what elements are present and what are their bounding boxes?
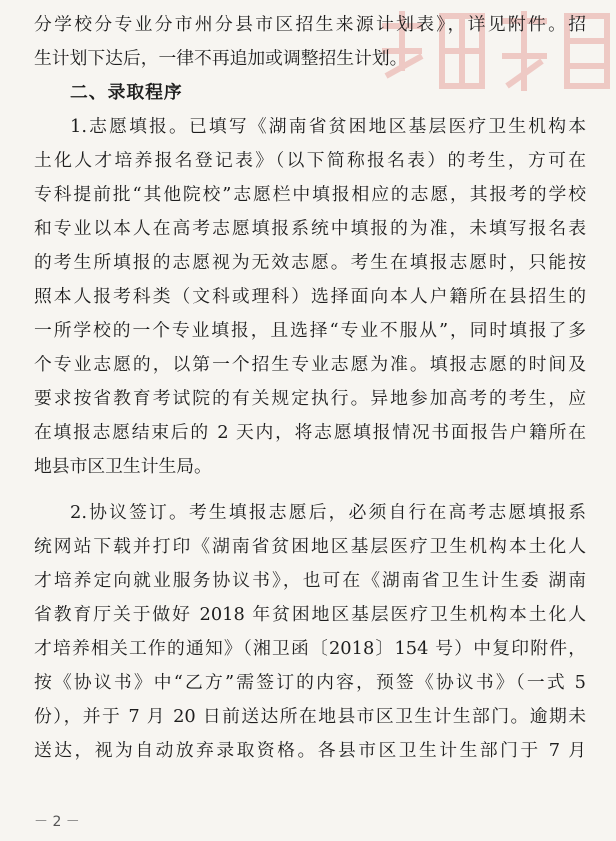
page-number: － 2 － — [34, 814, 80, 830]
text-line: 省教育厅关于做好 2018 年贫困地区基层医疗卫生机构本土化人 — [34, 604, 586, 625]
text-line: 一所学校的一个专业填报，且选择“专业不服从”，同时填报了多 — [34, 320, 586, 341]
paragraph-first-line: 1.志愿填报。已填写《湖南省贫困地区基层医疗卫生机构本 — [70, 116, 586, 137]
text-line: 专科提前批“其他院校”志愿栏中填报相应的志愿，其报考的学校 — [34, 184, 586, 205]
text-line: 统网站下载并打印《湖南省贫困地区基层医疗卫生机构本土化人 — [34, 536, 586, 557]
text-line: 才培养相关工作的通知》（湘卫函〔2018〕154 号）中复印附件， — [34, 638, 586, 659]
text-line: 照本人报考科类（文科或理科）选择面向本人户籍所在县招生的 — [34, 286, 586, 307]
text-line: 要求按省教育考试院的有关规定执行。异地参加高考的考生，应 — [34, 388, 586, 409]
text-line: 土化人才培养报名登记表》（以下简称报名表）的考生，方可在 — [34, 150, 586, 171]
paragraph-first-line: 2.协议签订。考生填报志愿后，必须自行在高考志愿填报系 — [70, 502, 586, 523]
text-line: 地县市区卫生计生局。 — [34, 456, 212, 477]
text-line: 生计划下达后，一律不再追加或调整招生计划。 — [34, 48, 408, 69]
text-line: 才培养定向就业服务协议书》，也可在《湖南省卫生计生委 湖南 — [34, 570, 586, 591]
text-line: 在填报志愿结束后的 2 天内，将志愿填报情况书面报告户籍所在 — [34, 422, 586, 443]
text-line: 的考生所填报的志愿视为无效志愿。考生在填报志愿时，只能按 — [34, 252, 586, 273]
text-line: 分学校分专业分市州分县市区招生来源计划表》，详见附件。招 — [34, 14, 586, 35]
text-line: 份），并于 7 月 20 日前送达所在地县市区卫生计生部门。逾期未 — [34, 706, 586, 727]
text-line: 个专业志愿的，以第一个招生专业志愿为准。填报志愿的时间及 — [34, 354, 586, 375]
document-body — [34, 8, 586, 768]
section-heading: 二、录取程序 — [70, 82, 183, 103]
paragraph-gap — [34, 484, 586, 496]
text-line: 送达，视为自动放弃录取资格。各县市区卫生计生部门于 7 月 — [34, 740, 586, 761]
text-line: 和专业以本人在高考志愿填报系统中填报的为准，未填写报名表 — [34, 218, 586, 239]
text-line: 按《协议书》中“乙方”需签订的内容，预签《协议书》（一式 5 — [34, 672, 586, 693]
